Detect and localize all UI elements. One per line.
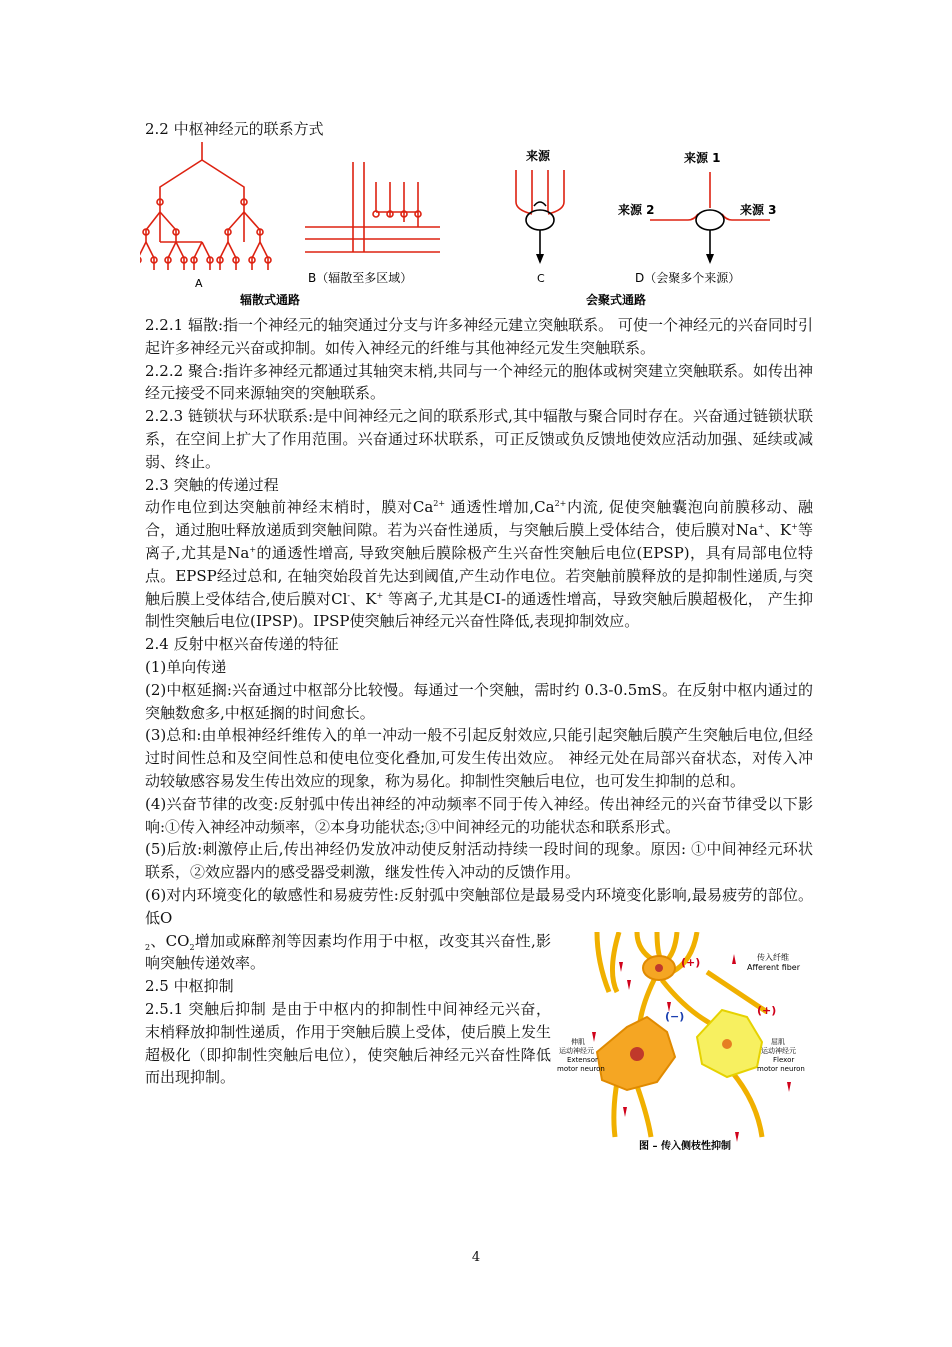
figure-caption: 图 – 传入侧枝性抑制 (639, 1140, 731, 1152)
paragraph-chain-loop: 2.2.3 链锁状与环状联系:是中间神经元之间的联系形式,其中辐散与聚合同时存在。兴奋通过链锁状联系，在空间上扩大了作用范围。兴奋通过环状联系，可正反馈或负反馈地使效应活动加强、延续或减弱、终止。 (145, 407, 813, 471)
heading-central-inhibition: 2.5 中枢抑制 (145, 977, 234, 996)
caption-convergent: 会聚式通路 (586, 293, 647, 307)
item-sensitivity: (6)对内环境变化的敏感性和易疲劳性:反射弧中突触部位是最易受内环境变化影响,最易疲劳的部位。低O (145, 885, 813, 927)
paragraph-synaptic-transmission: 动作电位到达突触前神经末梢时，膜对$Ca^{2+}$ 通透性增加$,Ca^{2+}$内流, 促使突触囊泡向前膜移动、融合，通过胞吐释放递质到突触间隙。若为兴奋性递质，与突触后膜上受体结合，使后膜对Na+、K+等离子,尤其是Na+的通透性增高, 导致突触后膜除极产生兴奋性突触后电位(EPSP)，具有局部电位特点。EPSP经过总和, 在轴突始段首先达到阈值,产生动作电位。若突触前膜释放的是抑制性递质,与突触后膜上受体结合,使后膜对Cl-、K+ 等离子,尤其是CI-的通透性增高，导致突触后膜超极化， 产生抑制性突触后电位(IPSP)。IPSP使突触后神经元兴奋性降低,表现抑制效应。 (145, 498, 814, 631)
flexor-label-cn2: 运动神经元 (761, 1046, 796, 1055)
extensor-label-cn2: 运动神经元 (559, 1046, 594, 1055)
item-summation: (3)总和:由单根神经纤维传入的单一冲动一般不引起反射效应,只能引起突触后膜产生突触后电位,但经过时间性总和及空间性总和使电位变化叠加,可发生传出效应。 神经元处在局部兴奋状态，对传入冲动较敏感容易发生传出效应的现象，称为易化。抑制性突触后电位，也可发生抑制的总和。 (145, 726, 813, 790)
flexor-label-en2: motor neuron (757, 1064, 805, 1073)
label-c: C (537, 272, 545, 285)
afferent-label-cn: 传入纤维 (757, 952, 789, 962)
label-b: B（辐散至多区域） (308, 271, 413, 285)
heading-synaptic-transmission: 2.3 突触的传递过程 (145, 475, 279, 494)
heading-reflex-center: 2.4 反射中枢兴奋传递的特征 (145, 635, 339, 654)
divergent-tree-diagram (140, 142, 271, 270)
minus-sign-mid: (−) (665, 1009, 685, 1023)
neuron-connection-figure (140, 142, 820, 312)
extensor-label-en2: motor neuron (557, 1064, 605, 1073)
source-d1-label: 来源 1 (684, 151, 721, 165)
afferent-collateral-inhibition-figure (557, 932, 825, 1154)
label-d: D（会聚多个来源） (635, 271, 741, 285)
item-one-way: (1)单向传递 (145, 657, 227, 676)
divergent-regions-diagram (305, 162, 440, 252)
page-number: 4 (471, 1250, 481, 1265)
plus-sign-top: (+) (681, 955, 701, 969)
paragraph-divergence: 2.2.1 辐散:指一个神经元的轴突通过分支与许多神经元建立突触联系。 可使一个神经元的兴奋同时引起许多神经元兴奋或抑制。如传入神经元的纤维与其他神经元发生突触联系。 (145, 316, 813, 357)
source-d3-label: 来源 3 (740, 203, 777, 217)
convergent-c-diagram (516, 170, 564, 264)
item-after-discharge: (5)后放:刺激停止后,传出神经仍发放冲动使反射活动持续一段时间的现象。原因: ①中间神经元环状联系，②效应器内的感受器受刺激，继发性传入冲动的反馈作用。 (145, 840, 813, 882)
source-d2-label: 来源 2 (618, 203, 655, 217)
paragraph-postsynaptic-inhibition: 2.5.1 突触后抑制 是由于中枢内的抑制性中间神经元兴奋，末梢释放抑制性递质，作用于突触后膜上受体，使后膜上发生超极化（即抑制性突触后电位），使突触后神经元兴奋性降低而出现抑制。 (145, 999, 551, 1087)
section-title: 2.2 中枢神经元的联系方式 (145, 120, 324, 138)
extensor-label-en1: Extensor (567, 1055, 598, 1064)
plus-sign-right: (+) (757, 1003, 777, 1017)
item-central-delay: (2)中枢延搁:兴奋通过中枢部分比较慢。每通过一个突触，需时约 0.3-0.5mS。在反射中枢内通过的突触数愈多,中枢延搁的时间愈长。 (145, 680, 813, 722)
label-a: A (195, 277, 203, 290)
flexor-label-en1: Flexor (773, 1055, 795, 1064)
convergent-d-diagram (650, 172, 770, 264)
body-text: 2.2.1 辐散:指一个神经元的轴突通过分支与许多神经元建立突触联系。 可使一个神经元的兴奋同时引起许多神经元兴奋或抑制。如传入神经元的纤维与其他神经元发生突触联系。 2.2.2 聚合:指许多神经元都通过其轴突末梢,共同与一个神经元的胞体或树突建立突触联系。如传出神经元接受不同来源轴突的突触联系。 2.2.3 链锁状与环状联系:是中间神经元之间的联系形式,其中辐散与聚合同时存在。兴奋通过链锁状联系，在空间上扩大了作用范围。兴奋通过环状联系，可正反馈或负反馈地使效应活动加强、延续或减弱、终止。 2.3 突触的传递过程 动作电位到达突触前神经末梢时，膜对$Ca^{2+}$ 通透性增加$,Ca^{2+}$内流, 促使突触囊泡向前膜移动、融合，通过胞吐释放递质到突触间隙。若为兴奋性递质，与突触后膜上受体结合，使后膜对Na+、K+等离子,尤其是Na+的通透性增高, 导致突触后膜除极产生兴奋性突触后电位(EPSP)，具有局部电位特点。EPSP经过总和, 在轴突始段首先达到阈值,产生动作电位。若突触前膜释放的是抑制性递质,与突触后膜上受体结合,使后膜对Cl-、K+ 等离子,尤其是CI-的通透性增高，导致突触后膜超极化， 产生抑制性突触后电位(IPSP)。IPSP使突触后神经元兴奋性降低,表现抑制效应。 2.4 反射中枢兴奋传递的特征 (1)单向传递 (2)中枢延搁:兴奋通过中枢部分比较慢。每通过一个突触，需时约 0.3-0.5mS。在反射中枢内通过的突触数愈多,中枢延搁的时间愈长。 (3)总和:由单根神经纤维传入的单一冲动一般不引起反射效应,只能引起突触后膜产生突触后电位,但经过时间性总和及空间性总和使电位变化叠加,可发生传出效应。 神经元处在局部兴奋状态，对传入冲动较敏感容易发生传出效应的现象，称为易化。抑制性突触后电位，也可发生抑制的总和。 (4)兴奋节律的改变:反射弧中传出神经的冲动频率不同于传入神经。传出神经元的兴奋节律受以下影响:①传入神经冲动频率，②本身功能状态;③中间神经元的功能状态和联系形式。 (5)后放:刺激停止后,传出神经仍发放冲动使反射活动持续一段时间的现象。原因: ①中间神经元环状联系，②效应器内的感受器受刺激，继发性传入冲动的反馈作用。 (6)对内环境变化的敏感性和易疲劳性:反射弧中突触部位是最易受内环境变化影响,最易疲劳的部位。低O (+) (−) (+) 传入纤维 Afferent fiber 伸肌 运动神经元 Extensor motor neuron 屈肌 运动神经元 Flexor motor neuron 图 – 传入侧枝性抑制 $_2$、$CO_2$增加或麻醉剂等因素均作用于中枢，改变其兴奋性,影响突触传递效率。 2.5 中枢抑制 2.5.1 突触后抑制 是由于中枢内的抑制性中间神经元兴奋，末梢释放抑制性递质，作用于突触后膜上受体，使后膜上发生超极化（即抑制性突触后电位），使突触后神经元兴奋性降低而出现抑制。 (145, 314, 813, 1154)
paragraph-convergence: 2.2.2 聚合:指许多神经元都通过其轴突末梢,共同与一个神经元的胞体或树突建立突触联系。如传出神经元接受不同来源轴突的突触联系。 (145, 361, 813, 403)
flexor-label-cn1: 屈肌 (771, 1037, 785, 1046)
source-c-label: 来源 (526, 149, 551, 163)
item-rhythm-change: (4)兴奋节律的改变:反射弧中传出神经的冲动频率不同于传入神经。传出神经元的兴奋节律受以下影响:①传入神经冲动频率，②本身功能状态;③中间神经元的功能状态和联系形式。 (145, 794, 813, 836)
afferent-label-en: Afferent fiber (747, 962, 801, 972)
extensor-label-cn1: 伸肌 (571, 1037, 585, 1046)
caption-divergent: 辐散式通路 (240, 293, 301, 307)
